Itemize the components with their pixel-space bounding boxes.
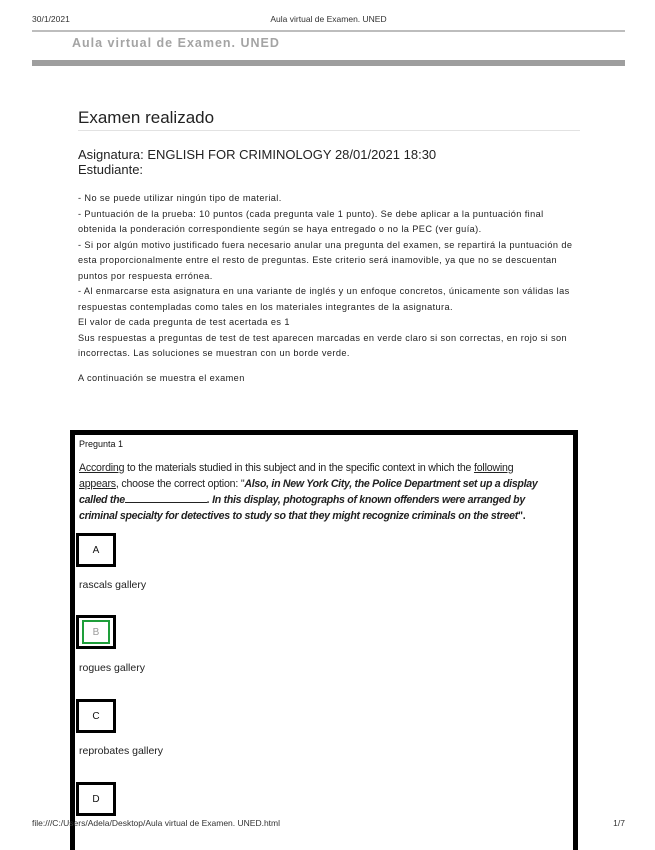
instruction-item: - Al enmarcarse esta asignatura en una variante de inglés y un enfoque concretos, únicamente son válidas las respuestas contempladas como tales en los materiales integrantes de la asignatura. — [78, 286, 570, 312]
option-letter: B — [92, 626, 100, 638]
page-title: Examen realizado — [78, 108, 580, 131]
option-b-text: rogues gallery — [79, 662, 145, 674]
file-path: file:///C:/Users/Adela/Desktop/Aula virtual de Examen. UNED.html — [32, 818, 281, 828]
option-c-button[interactable] — [76, 699, 116, 733]
question-intro: to the materials studied in this subject and in the specific context in which the — [124, 462, 474, 474]
option-letter: D — [92, 793, 100, 805]
print-header — [32, 14, 625, 28]
question-intro-underlined: According — [79, 462, 125, 474]
site-top-divider — [32, 30, 625, 32]
instruction-item: - No se puede utilizar ningún tipo de material. — [78, 193, 282, 203]
site-header-bar — [32, 60, 625, 66]
instructions — [78, 191, 580, 362]
question-intro-underlined: following appears — [79, 462, 514, 490]
option-a-text: rascals gallery — [79, 579, 147, 591]
option-d-button[interactable] — [76, 782, 116, 816]
question-closing: ". — [517, 510, 526, 522]
subject-line: Asignatura: ENGLISH FOR CRIMINOLOGY 28/01/2021 18:30 — [78, 147, 437, 162]
question-quote: . In this display, photographs of known offenders were arranged by criminal specialty for detectives to study so that they might recognize criminals on the street — [79, 494, 525, 522]
instruction-item: - Si por algún motivo justificado fuera necesario anular una pregunta del examen, se repartirá la puntuación de esta proporcionalmente entre el resto de preguntas. Este criterio será inamovible, ya que no se descuentan puntos por respuesta errónea. — [78, 239, 573, 281]
instruction-item: - Puntuación de la prueba: 10 puntos (cada pregunta vale 1 punto). Se debe aplicar a la puntuación final obtenida la ponderación correspondiente según se haya entregado o no la PEC (ver guía). — [78, 208, 544, 234]
question-label: Pregunta 1 — [79, 439, 124, 449]
question-intro: , choose the correct option: " — [115, 478, 245, 490]
answer-blank — [125, 493, 207, 503]
student-line: Estudiante: — [78, 162, 144, 177]
question-card — [70, 430, 578, 850]
correct-answer-border — [82, 620, 110, 644]
option-letter: C — [92, 710, 100, 722]
print-date: 30/1/2021 — [32, 14, 70, 24]
option-a-button[interactable] — [76, 533, 116, 567]
exam-content — [78, 108, 580, 383]
page-number: 1/7 — [613, 818, 625, 828]
question-quote: Also, in New York City, the Police Department set up a display called the — [79, 478, 538, 506]
print-footer — [32, 818, 625, 830]
instruction-item: Sus respuestas a preguntas de test de test aparecen marcadas en verde claro si son correctas, en rojo si son incorrectas. Las soluciones se muestran con un borde verde. — [78, 332, 568, 358]
site-title: Aula virtual de Examen. UNED — [72, 36, 280, 50]
print-page-title: Aula virtual de Examen. UNED — [270, 14, 387, 24]
option-letter: A — [92, 544, 100, 556]
question-text — [79, 460, 549, 524]
option-b-button[interactable] — [76, 615, 116, 649]
continue-text: A continuación se muestra el examen — [78, 372, 245, 383]
option-c-text: reprobates gallery — [79, 745, 164, 757]
instruction-item: El valor de cada pregunta de test acertada es 1 — [78, 317, 290, 327]
